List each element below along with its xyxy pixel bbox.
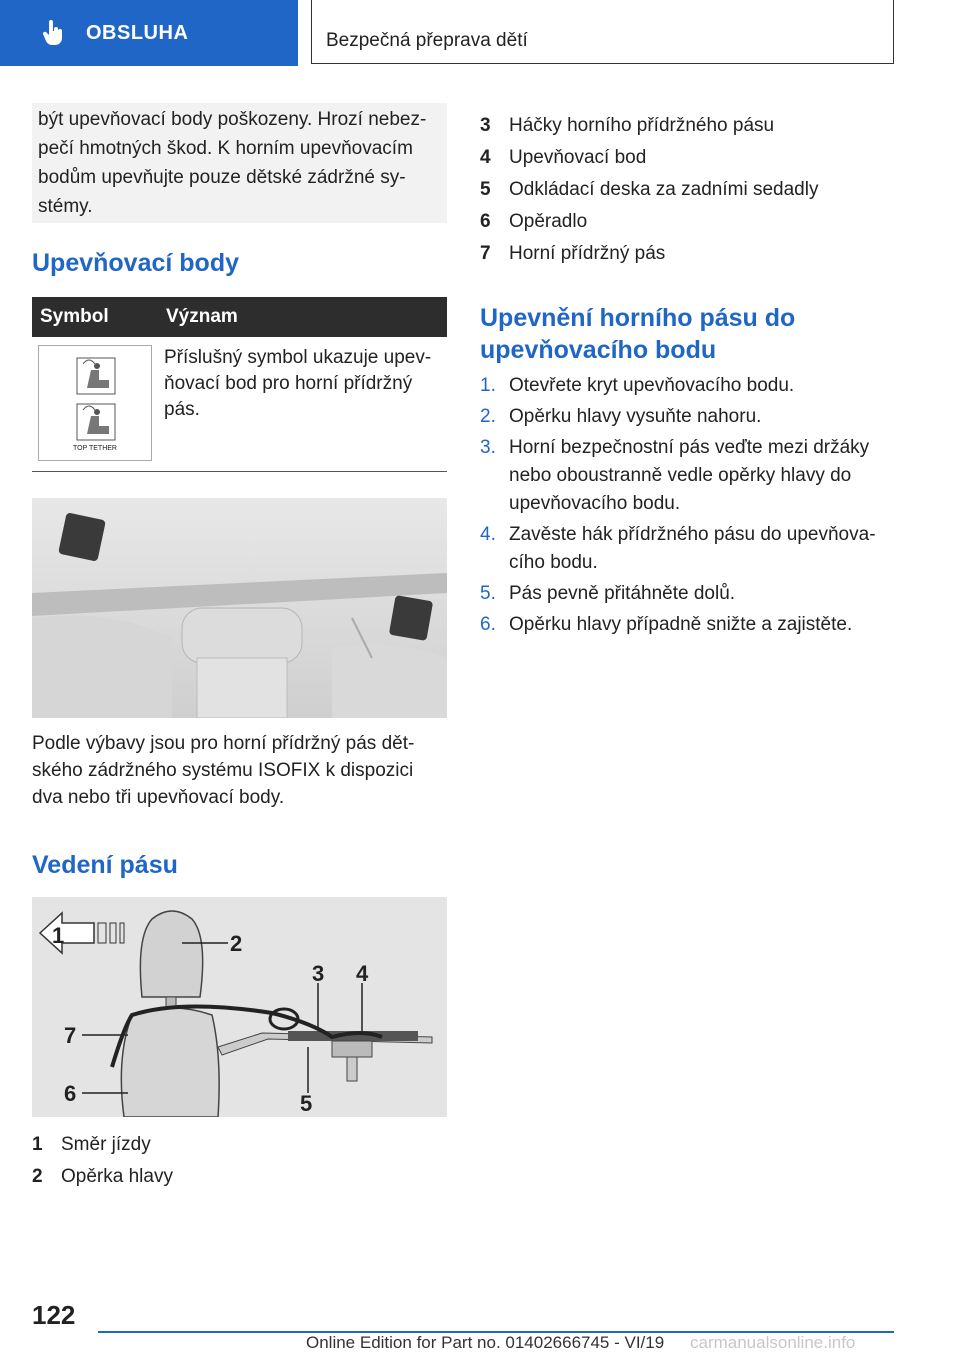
label-1: 1: [52, 923, 65, 948]
page-number: 122: [32, 1300, 76, 1330]
symbol-table: [32, 297, 447, 472]
warning-box: [32, 103, 447, 223]
chapter-header: [311, 0, 894, 64]
label-3: 3: [312, 961, 325, 986]
label-7: 7: [64, 1023, 77, 1048]
right-column: [480, 110, 900, 642]
list-item: 1 Směr jízdy: [32, 1134, 151, 1155]
legend-left: [32, 1129, 447, 1193]
symbol-caption: TOP TETHER: [73, 445, 117, 452]
top-tether-symbol: [38, 345, 152, 461]
label-2: 2: [230, 931, 243, 956]
meaning-cell: Příslušný symbol ukazuje upevňovací bod pro horní přídržný pás.: [158, 337, 447, 472]
child-seat-icon: [39, 346, 151, 460]
col-meaning-header: Význam: [158, 297, 447, 337]
list-item: 3. Horní bezpečnostní pás veďte mezi držáky nebo oboustranně vedle opěrky hlavy do upevňovacího bodu.: [480, 437, 870, 514]
list-item: 5. Pás pevně přitáhněte dolů.: [480, 583, 736, 604]
hand-pointer-icon: [42, 20, 64, 46]
list-item: 1. Otevřete kryt upevňovacího bodu.: [480, 375, 795, 396]
section-tab-label: OBSLUHA: [86, 21, 189, 44]
table-row: [32, 337, 447, 472]
attach-steps: [480, 372, 900, 639]
list-item: 4 Upevňovací bod: [480, 147, 647, 168]
heading-anchor-points: Upevňovací body: [32, 249, 239, 277]
list-item: 6 Opěradlo: [480, 211, 588, 232]
list-item: 5 Odkládací deska za zadními sedadly: [480, 179, 819, 200]
rear-shelf-photo: [32, 498, 447, 718]
left-column: [32, 103, 447, 1193]
label-4: 4: [356, 961, 369, 986]
col-symbol-header: Symbol: [32, 297, 158, 337]
label-6: 6: [64, 1081, 77, 1106]
belt-routing-diagram: [32, 897, 447, 1117]
list-item: 3 Háčky horního přídržného pásu: [480, 115, 775, 136]
anchor-points-paragraph: Podle výbavy jsou pro horní přídržný pás dětského zádržného systému ISOFIX k dispozici dva nebo tři upevňovací body.: [32, 733, 415, 808]
warning-text: být upevňovací body poškozeny. Hrozí nebezpečí hmotných škod. K horním upevňovacím bodům upevňujte pouze dětské zádržné systémy.: [38, 109, 427, 217]
list-item: 7 Horní přídržný pás: [480, 243, 666, 264]
edition-note: Online Edition for Part no. 01402666745 - VI/19: [306, 1333, 665, 1352]
chapter-title: Bezpečná přeprava dětí: [326, 30, 528, 51]
heading-belt-routing: Vedení pásu: [32, 851, 178, 879]
legend-right: [480, 110, 900, 270]
heading-attach-belt: Upevnění horního pásu do upevňovacího bodu: [480, 304, 796, 364]
section-tab[interactable]: [0, 0, 298, 66]
list-item: 6. Opěrku hlavy případně snižte a zajistěte.: [480, 614, 853, 635]
label-5: 5: [300, 1091, 313, 1116]
list-item: 4. Zavěste hák přídržného pásu do upevňovacího bodu.: [480, 524, 876, 573]
list-item: 2 Opěrka hlavy: [32, 1166, 173, 1187]
list-item: 2. Opěrku hlavy vysuňte nahoru.: [480, 406, 762, 427]
watermark: carmanualsonline.info: [690, 1333, 856, 1352]
